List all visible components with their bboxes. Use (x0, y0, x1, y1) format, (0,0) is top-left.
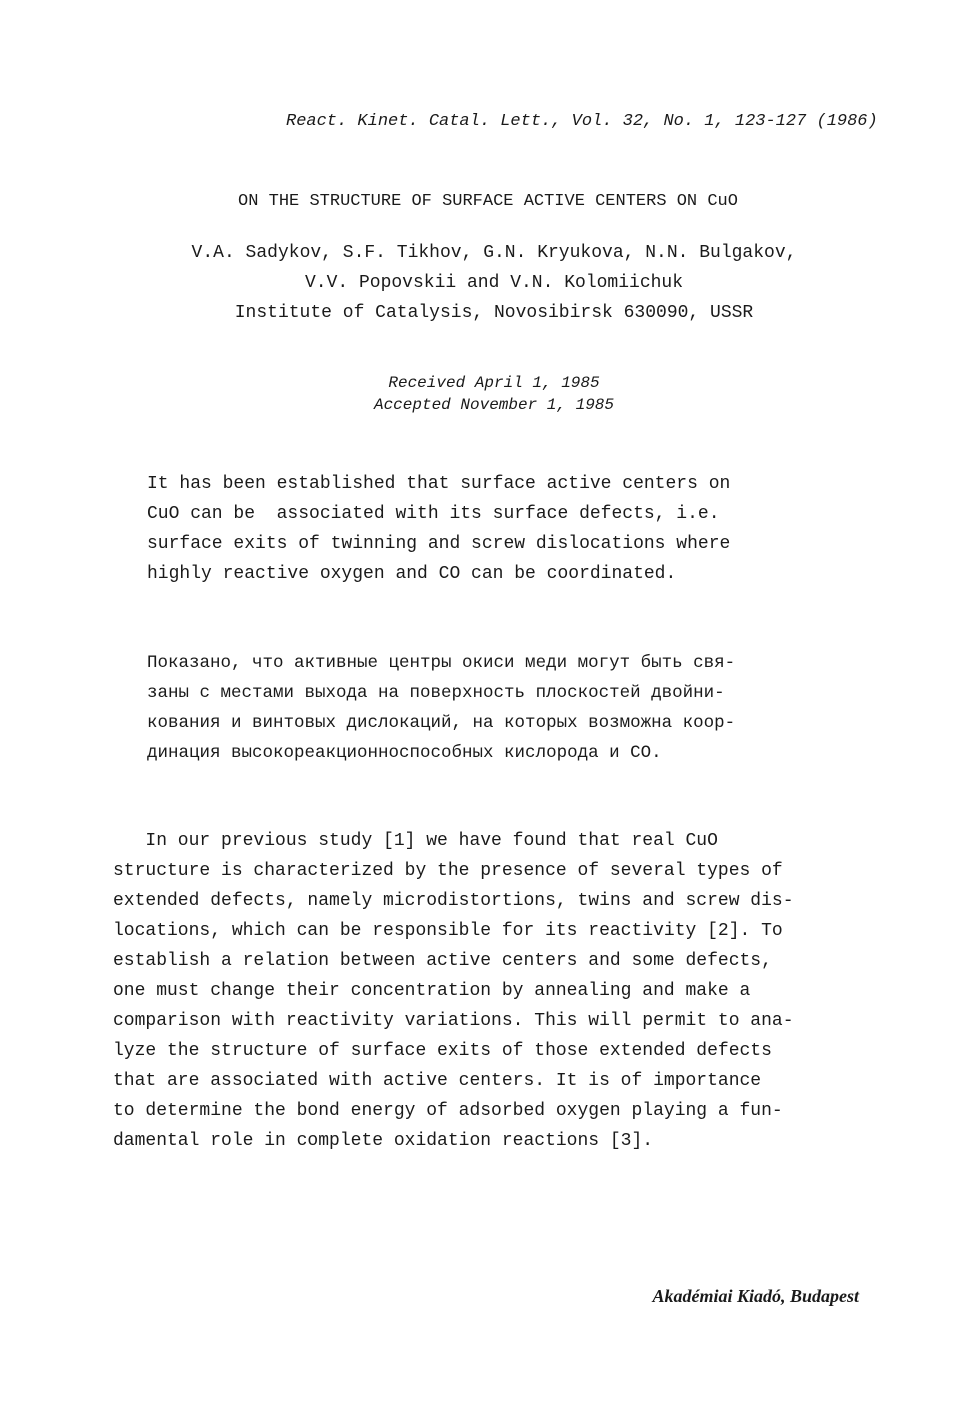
body-line: lyze the structure of surface exits of those extended defects (113, 1041, 772, 1061)
accepted-date: Accepted November 1, 1985 (373, 396, 615, 414)
received-date: Received April 1, 1985 (388, 374, 600, 392)
body-line: damental role in complete oxidation reactions [3]. (113, 1131, 654, 1151)
journal-citation: React. Kinet. Catal. Lett., Vol. 32, No. 1, 123-127 (1986) (286, 112, 878, 131)
abstract-en-line: It has been established that surface active centers on (147, 474, 731, 494)
abstract-en-line: highly reactive oxygen and CO can be coordinated. (147, 564, 677, 584)
body-line: one must change their concentration by annealing and make a (113, 981, 751, 1001)
body-line: In our previous study [1] we have found that real CuO (113, 831, 718, 851)
abstract-ru-line: заны с местами выхода на поверхность плоскостей двойни- (147, 683, 725, 703)
abstract-ru-line: Показано, что активные центры окиси меди могут быть свя- (147, 653, 736, 673)
body-line: structure is characterized by the presence of several types of (113, 861, 783, 881)
abstract-en-line: surface exits of twinning and screw dislocations where (147, 534, 731, 554)
abstract-ru-line: кования и винтовых дислокаций, на которых возможна коор- (147, 713, 736, 733)
body-line: extended defects, namely microdistortions, twins and screw dis- (113, 891, 794, 911)
author-line: V.V. Popovskii and V.N. Kolomiichuk (304, 273, 684, 293)
body-line: comparison with reactivity variations. This will permit to ana- (113, 1011, 794, 1031)
body-line: to determine the bond energy of adsorbed oxygen playing a fun- (113, 1101, 783, 1121)
body-line: locations, which can be responsible for its reactivity [2]. To (113, 921, 783, 941)
abstract-en-line: CuO can be associated with its surface defects, i.e. (147, 504, 720, 524)
body-line: that are associated with active centers. It is of importance (113, 1071, 762, 1091)
affiliation: Institute of Catalysis, Novosibirsk 630090, USSR (234, 303, 754, 323)
abstract-ru-line: динация высокореакционноспособных кислорода и CO. (147, 743, 662, 763)
publisher-footer: Akadémiai Kiadó, Budapest (652, 1286, 859, 1306)
paper-title: ON THE STRUCTURE OF SURFACE ACTIVE CENTERS ON CuO (238, 192, 738, 211)
body-line: establish a relation between active centers and some defects, (113, 951, 772, 971)
author-line: V.A. Sadykov, S.F. Tikhov, G.N. Kryukova, N.N. Bulgakov, (191, 243, 797, 263)
